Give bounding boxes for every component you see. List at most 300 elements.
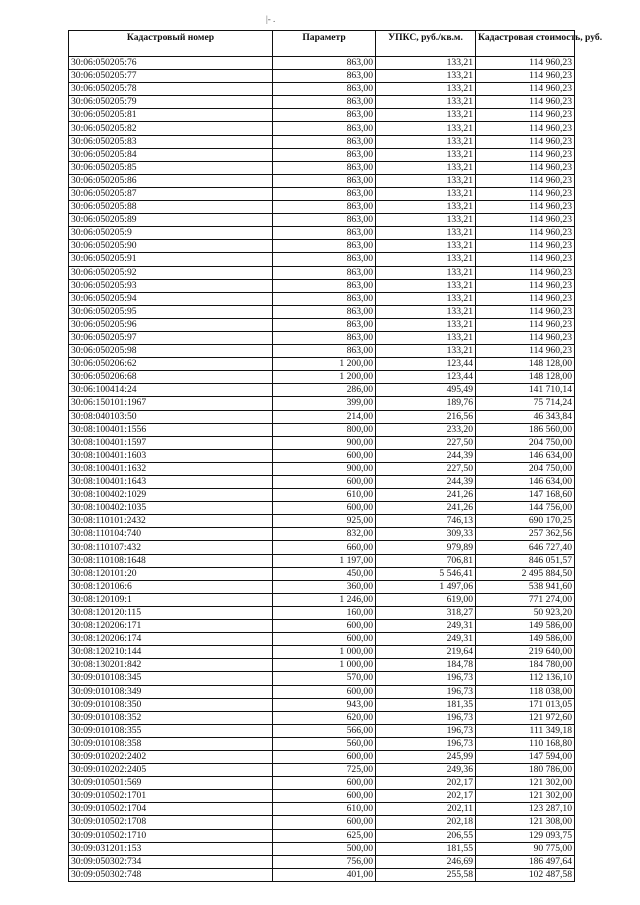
parameter-cell: 660,00 [273, 541, 376, 554]
cadastral-value-cell: 114 960,23 [476, 57, 575, 70]
cadastral-number-cell: 30:08:110104:740 [69, 528, 273, 541]
cadastral-value-cell: 114 960,23 [476, 214, 575, 227]
parameter-cell: 863,00 [273, 266, 376, 279]
cadastral-number-cell: 30:06:050205:94 [69, 292, 273, 305]
upks-cell: 133,21 [376, 187, 476, 200]
cadastral-number-cell: 30:09:010502:1710 [69, 829, 273, 842]
upks-cell: 133,21 [376, 266, 476, 279]
upks-cell: 202,18 [376, 816, 476, 829]
parameter-cell: 610,00 [273, 803, 376, 816]
cadastral-value-cell: 141 710,14 [476, 384, 575, 397]
table-row [69, 554, 575, 567]
cadastral-value-cell: 204 750,00 [476, 462, 575, 475]
cadastral-number-cell: 30:06:050205:81 [69, 109, 273, 122]
cadastral-number-cell: 30:06:050205:96 [69, 318, 273, 331]
parameter-cell: 863,00 [273, 292, 376, 305]
cadastral-number-cell: 30:09:010108:349 [69, 685, 273, 698]
upks-cell: 133,21 [376, 83, 476, 96]
cadastral-number-cell: 30:06:050205:88 [69, 201, 273, 214]
upks-cell: 216,56 [376, 410, 476, 423]
cadastral-number-cell: 30:06:050205:92 [69, 266, 273, 279]
upks-cell: 133,21 [376, 292, 476, 305]
cadastral-number-cell: 30:09:010108:345 [69, 672, 273, 685]
cadastral-value-cell: 186 497,64 [476, 855, 575, 868]
upks-cell: 196,73 [376, 685, 476, 698]
cadastral-number-cell: 30:08:100401:1556 [69, 423, 273, 436]
upks-cell: 133,21 [376, 318, 476, 331]
cadastral-number-cell: 30:09:050302:734 [69, 855, 273, 868]
cadastral-value-cell: 114 960,23 [476, 292, 575, 305]
cadastral-number-cell: 30:09:010108:358 [69, 737, 273, 750]
table-row [69, 187, 575, 200]
cadastral-number-cell: 30:09:010202:2405 [69, 764, 273, 777]
parameter-cell: 600,00 [273, 790, 376, 803]
parameter-cell: 600,00 [273, 750, 376, 763]
upks-cell: 241,26 [376, 489, 476, 502]
table-row [69, 685, 575, 698]
cadastral-value-cell: 110 168,80 [476, 737, 575, 750]
cadastral-value-cell: 147 168,60 [476, 489, 575, 502]
parameter-cell: 863,00 [273, 174, 376, 187]
cadastral-value-cell: 129 093,75 [476, 829, 575, 842]
table-row [69, 174, 575, 187]
table-row [69, 305, 575, 318]
upks-cell: 181,35 [376, 698, 476, 711]
table-row [69, 358, 575, 371]
cadastral-number-cell: 30:08:120120:115 [69, 606, 273, 619]
parameter-cell: 560,00 [273, 737, 376, 750]
upks-cell: 133,21 [376, 345, 476, 358]
upks-cell: 133,21 [376, 279, 476, 292]
parameter-cell: 863,00 [273, 345, 376, 358]
cadastral-number-cell: 30:08:120109:1 [69, 593, 273, 606]
table-row [69, 803, 575, 816]
table-row [69, 790, 575, 803]
page-mark: |- . [266, 14, 276, 24]
cadastral-value-cell: 114 960,23 [476, 279, 575, 292]
cadastral-number-cell: 30:08:110101:2432 [69, 515, 273, 528]
cadastral-number-cell: 30:08:100402:1035 [69, 502, 273, 515]
upks-cell: 244,39 [376, 449, 476, 462]
cadastral-value-cell: 149 586,00 [476, 633, 575, 646]
parameter-cell: 600,00 [273, 502, 376, 515]
parameter-cell: 600,00 [273, 633, 376, 646]
cadastral-value-cell: 114 960,23 [476, 70, 575, 83]
cadastral-value-cell: 121 308,00 [476, 816, 575, 829]
table-row [69, 593, 575, 606]
cadastral-number-cell: 30:09:010202:2402 [69, 750, 273, 763]
cadastral-value-cell: 114 960,23 [476, 253, 575, 266]
cadastral-value-cell: 90 775,00 [476, 842, 575, 855]
upks-cell: 206,55 [376, 829, 476, 842]
upks-cell: 133,21 [376, 57, 476, 70]
table-row [69, 135, 575, 148]
table-row [69, 633, 575, 646]
cadastral-value-cell: 118 038,00 [476, 685, 575, 698]
parameter-cell: 925,00 [273, 515, 376, 528]
upks-cell: 241,26 [376, 502, 476, 515]
table-row [69, 331, 575, 344]
upks-cell: 133,21 [376, 135, 476, 148]
cadastral-number-cell: 30:08:100401:1597 [69, 436, 273, 449]
parameter-cell: 620,00 [273, 711, 376, 724]
parameter-cell: 360,00 [273, 580, 376, 593]
upks-cell: 133,21 [376, 305, 476, 318]
upks-cell: 133,21 [376, 331, 476, 344]
upks-cell: 202,11 [376, 803, 476, 816]
upks-cell: 123,44 [376, 358, 476, 371]
cadastral-number-cell: 30:08:100401:1603 [69, 449, 273, 462]
parameter-cell: 863,00 [273, 122, 376, 135]
parameter-cell: 863,00 [273, 161, 376, 174]
cadastral-number-cell: 30:08:110108:1648 [69, 554, 273, 567]
cadastral-value-cell: 690 170,25 [476, 515, 575, 528]
parameter-cell: 1 197,00 [273, 554, 376, 567]
cadastral-number-cell: 30:06:050205:79 [69, 96, 273, 109]
table-row [69, 659, 575, 672]
upks-cell: 249,31 [376, 633, 476, 646]
table-row [69, 855, 575, 868]
table-row [69, 777, 575, 790]
cadastral-value-cell: 171 013,05 [476, 698, 575, 711]
parameter-cell: 863,00 [273, 331, 376, 344]
parameter-cell: 863,00 [273, 318, 376, 331]
table-row [69, 384, 575, 397]
upks-cell: 246,69 [376, 855, 476, 868]
cadastral-number-cell: 30:09:010502:1704 [69, 803, 273, 816]
cadastral-value-cell: 538 941,60 [476, 580, 575, 593]
table-row [69, 292, 575, 305]
upks-cell: 202,17 [376, 777, 476, 790]
cadastral-number-cell: 30:06:050205:86 [69, 174, 273, 187]
cadastral-value-cell: 114 960,23 [476, 96, 575, 109]
cadastral-number-cell: 30:08:110107:432 [69, 541, 273, 554]
cadastral-number-cell: 30:06:050205:83 [69, 135, 273, 148]
table-row [69, 148, 575, 161]
upks-cell: 202,17 [376, 790, 476, 803]
cadastral-value-cell: 50 923,20 [476, 606, 575, 619]
table-row [69, 476, 575, 489]
cadastral-number-cell: 30:09:010502:1701 [69, 790, 273, 803]
table-row [69, 698, 575, 711]
upks-cell: 184,78 [376, 659, 476, 672]
table-row [69, 737, 575, 750]
header-cadastral-value: Кадастровая стоимость, руб. [476, 31, 575, 57]
cadastral-value-cell: 114 960,23 [476, 161, 575, 174]
cadastral-value-cell: 114 960,23 [476, 240, 575, 253]
parameter-cell: 863,00 [273, 201, 376, 214]
parameter-cell: 286,00 [273, 384, 376, 397]
parameter-cell: 800,00 [273, 423, 376, 436]
upks-cell: 495,49 [376, 384, 476, 397]
cadastral-value-cell: 114 960,23 [476, 187, 575, 200]
parameter-cell: 600,00 [273, 816, 376, 829]
upks-cell: 309,33 [376, 528, 476, 541]
cadastral-value-table [68, 30, 603, 882]
cadastral-value-cell: 114 960,23 [476, 174, 575, 187]
cadastral-value-cell: 114 960,23 [476, 122, 575, 135]
upks-cell: 123,44 [376, 371, 476, 384]
upks-cell: 133,21 [376, 240, 476, 253]
cadastral-number-cell: 30:08:120210:144 [69, 646, 273, 659]
cadastral-value-cell: 114 960,23 [476, 266, 575, 279]
cadastral-number-cell: 30:06:050205:77 [69, 70, 273, 83]
table-row [69, 816, 575, 829]
table-row [69, 227, 575, 240]
parameter-cell: 600,00 [273, 449, 376, 462]
table-row [69, 672, 575, 685]
table-row [69, 345, 575, 358]
parameter-cell: 863,00 [273, 148, 376, 161]
table-row [69, 606, 575, 619]
table-row [69, 70, 575, 83]
upks-cell: 5 546,41 [376, 567, 476, 580]
cadastral-number-cell: 30:06:050205:76 [69, 57, 273, 70]
cadastral-number-cell: 30:09:010501:569 [69, 777, 273, 790]
parameter-cell: 832,00 [273, 528, 376, 541]
cadastral-number-cell: 30:06:050205:90 [69, 240, 273, 253]
cadastral-value-cell: 121 972,60 [476, 711, 575, 724]
cadastral-value-cell: 46 343,84 [476, 410, 575, 423]
upks-cell: 249,36 [376, 764, 476, 777]
cadastral-number-cell: 30:06:050205:85 [69, 161, 273, 174]
cadastral-value-cell: 257 362,56 [476, 528, 575, 541]
cadastral-number-cell: 30:06:050206:62 [69, 358, 273, 371]
parameter-cell: 1 200,00 [273, 371, 376, 384]
cadastral-value-cell: 186 560,00 [476, 423, 575, 436]
cadastral-value-cell: 771 274,00 [476, 593, 575, 606]
table-row [69, 423, 575, 436]
table-row [69, 109, 575, 122]
table-row [69, 279, 575, 292]
cadastral-value-cell: 219 640,00 [476, 646, 575, 659]
cadastral-value-cell: 114 960,23 [476, 305, 575, 318]
table-row [69, 580, 575, 593]
table-row [69, 489, 575, 502]
upks-cell: 133,21 [376, 253, 476, 266]
table-row [69, 462, 575, 475]
table-row [69, 410, 575, 423]
table-row [69, 502, 575, 515]
cadastral-value-cell: 180 786,00 [476, 764, 575, 777]
parameter-cell: 900,00 [273, 462, 376, 475]
parameter-cell: 863,00 [273, 214, 376, 227]
cadastral-value-cell: 114 960,23 [476, 135, 575, 148]
upks-cell: 249,31 [376, 620, 476, 633]
cadastral-number-cell: 30:08:120206:174 [69, 633, 273, 646]
cadastral-value-cell: 121 302,00 [476, 790, 575, 803]
cadastral-number-cell: 30:08:100401:1643 [69, 476, 273, 489]
table-row [69, 318, 575, 331]
table-row [69, 620, 575, 633]
cadastral-number-cell: 30:08:100402:1029 [69, 489, 273, 502]
parameter-cell: 1 200,00 [273, 358, 376, 371]
parameter-cell: 863,00 [273, 240, 376, 253]
cadastral-number-cell: 30:09:010108:350 [69, 698, 273, 711]
cadastral-value-cell: 184 780,00 [476, 659, 575, 672]
upks-cell: 133,21 [376, 148, 476, 161]
cadastral-number-cell: 30:08:040103:50 [69, 410, 273, 423]
header-cadastral-number: Кадастровый номер [69, 31, 273, 57]
table-row [69, 214, 575, 227]
cadastral-value-cell: 204 750,00 [476, 436, 575, 449]
parameter-cell: 863,00 [273, 305, 376, 318]
cadastral-value-cell: 146 634,00 [476, 476, 575, 489]
cadastral-value-cell: 114 960,23 [476, 345, 575, 358]
parameter-cell: 900,00 [273, 436, 376, 449]
upks-cell: 133,21 [376, 161, 476, 174]
cadastral-number-cell: 30:09:031201:153 [69, 842, 273, 855]
cadastral-value-cell: 846 051,57 [476, 554, 575, 567]
table-row [69, 240, 575, 253]
upks-cell: 979,89 [376, 541, 476, 554]
table-row [69, 397, 575, 410]
table-row [69, 449, 575, 462]
cadastral-value-cell: 114 960,23 [476, 318, 575, 331]
parameter-cell: 863,00 [273, 109, 376, 122]
cadastral-number-cell: 30:06:050205:78 [69, 83, 273, 96]
cadastral-number-cell: 30:09:010108:352 [69, 711, 273, 724]
header-upks: УПКС, руб./кв.м. [376, 31, 476, 57]
cadastral-number-cell: 30:09:010108:355 [69, 724, 273, 737]
cadastral-number-cell: 30:08:100401:1632 [69, 462, 273, 475]
cadastral-number-cell: 30:06:050205:98 [69, 345, 273, 358]
parameter-cell: 725,00 [273, 764, 376, 777]
table-row [69, 750, 575, 763]
parameter-cell: 863,00 [273, 253, 376, 266]
cadastral-number-cell: 30:06:100414:24 [69, 384, 273, 397]
parameter-cell: 600,00 [273, 620, 376, 633]
table-row [69, 266, 575, 279]
cadastral-number-cell: 30:06:050205:87 [69, 187, 273, 200]
table-row [69, 842, 575, 855]
upks-cell: 227,50 [376, 436, 476, 449]
parameter-cell: 401,00 [273, 868, 376, 881]
cadastral-value-cell: 114 960,23 [476, 83, 575, 96]
cadastral-number-cell: 30:06:050205:9 [69, 227, 273, 240]
upks-cell: 133,21 [376, 109, 476, 122]
upks-cell: 227,50 [376, 462, 476, 475]
upks-cell: 746,13 [376, 515, 476, 528]
upks-cell: 133,21 [376, 174, 476, 187]
parameter-cell: 863,00 [273, 279, 376, 292]
upks-cell: 133,21 [376, 214, 476, 227]
header-parameter: Параметр [273, 31, 376, 57]
parameter-cell: 570,00 [273, 672, 376, 685]
table-row [69, 541, 575, 554]
parameter-cell: 600,00 [273, 777, 376, 790]
parameter-cell: 566,00 [273, 724, 376, 737]
cadastral-number-cell: 30:08:120206:171 [69, 620, 273, 633]
table-row [69, 122, 575, 135]
upks-cell: 133,21 [376, 227, 476, 240]
cadastral-number-cell: 30:06:050205:93 [69, 279, 273, 292]
cadastral-value-cell: 147 594,00 [476, 750, 575, 763]
upks-cell: 196,73 [376, 672, 476, 685]
upks-cell: 619,00 [376, 593, 476, 606]
cadastral-number-cell: 30:06:050205:95 [69, 305, 273, 318]
table-row [69, 646, 575, 659]
table-row [69, 764, 575, 777]
cadastral-number-cell: 30:06:150101:1967 [69, 397, 273, 410]
table-row [69, 371, 575, 384]
parameter-cell: 214,00 [273, 410, 376, 423]
cadastral-value-cell: 144 756,00 [476, 502, 575, 515]
parameter-cell: 625,00 [273, 829, 376, 842]
cadastral-value-cell: 121 302,00 [476, 777, 575, 790]
parameter-cell: 500,00 [273, 842, 376, 855]
table-body [69, 57, 575, 882]
parameter-cell: 863,00 [273, 70, 376, 83]
cadastral-value-cell: 123 287,10 [476, 803, 575, 816]
cadastral-value-cell: 75 714,24 [476, 397, 575, 410]
parameter-cell: 863,00 [273, 227, 376, 240]
cadastral-value-cell: 114 960,23 [476, 148, 575, 161]
parameter-cell: 863,00 [273, 83, 376, 96]
upks-cell: 1 497,06 [376, 580, 476, 593]
cadastral-number-cell: 30:06:050205:97 [69, 331, 273, 344]
table-row [69, 711, 575, 724]
cadastral-number-cell: 30:06:050205:84 [69, 148, 273, 161]
upks-cell: 196,73 [376, 711, 476, 724]
parameter-cell: 863,00 [273, 187, 376, 200]
table-row [69, 868, 575, 881]
cadastral-value-cell: 114 960,23 [476, 227, 575, 240]
table-row [69, 83, 575, 96]
cadastral-number-cell: 30:06:050205:91 [69, 253, 273, 266]
parameter-cell: 160,00 [273, 606, 376, 619]
parameter-cell: 600,00 [273, 476, 376, 489]
cadastral-number-cell: 30:06:050206:68 [69, 371, 273, 384]
cadastral-value-cell: 112 136,10 [476, 672, 575, 685]
table-row [69, 567, 575, 580]
cadastral-number-cell: 30:08:120106:6 [69, 580, 273, 593]
table-row [69, 253, 575, 266]
parameter-cell: 756,00 [273, 855, 376, 868]
parameter-cell: 610,00 [273, 489, 376, 502]
parameter-cell: 600,00 [273, 685, 376, 698]
upks-cell: 245,99 [376, 750, 476, 763]
table-row [69, 161, 575, 174]
table-row [69, 57, 575, 70]
cadastral-value-cell: 102 487,58 [476, 868, 575, 881]
cadastral-value-cell: 146 634,00 [476, 449, 575, 462]
parameter-cell: 1 000,00 [273, 646, 376, 659]
cadastral-value-cell: 111 349,18 [476, 724, 575, 737]
upks-cell: 196,73 [376, 724, 476, 737]
upks-cell: 255,58 [376, 868, 476, 881]
upks-cell: 706,81 [376, 554, 476, 567]
table-row [69, 724, 575, 737]
parameter-cell: 863,00 [273, 96, 376, 109]
table-row [69, 96, 575, 109]
cadastral-number-cell: 30:09:050302:748 [69, 868, 273, 881]
cadastral-value-cell: 149 586,00 [476, 620, 575, 633]
cadastral-number-cell: 30:06:050205:89 [69, 214, 273, 227]
cadastral-number-cell: 30:06:050205:82 [69, 122, 273, 135]
upks-cell: 219,64 [376, 646, 476, 659]
cadastral-value-cell: 114 960,23 [476, 201, 575, 214]
parameter-cell: 399,00 [273, 397, 376, 410]
cadastral-value-cell: 148 128,00 [476, 371, 575, 384]
cadastral-value-cell: 646 727,40 [476, 541, 575, 554]
upks-cell: 244,39 [376, 476, 476, 489]
parameter-cell: 1 246,00 [273, 593, 376, 606]
table-row [69, 201, 575, 214]
upks-cell: 133,21 [376, 122, 476, 135]
upks-cell: 318,27 [376, 606, 476, 619]
parameter-cell: 1 000,00 [273, 659, 376, 672]
